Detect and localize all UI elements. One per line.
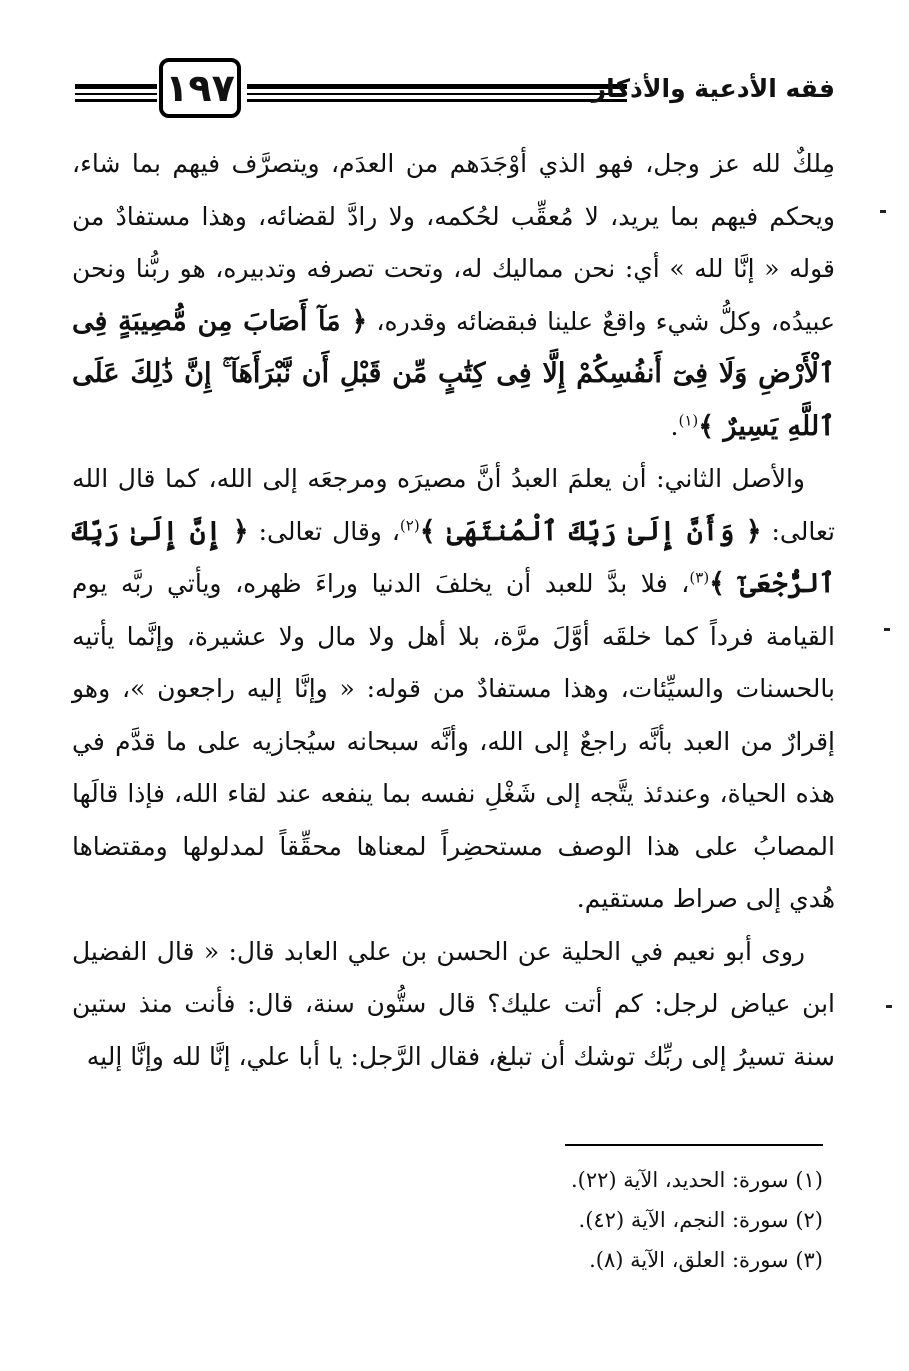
footnote-ref: (١)	[678, 411, 699, 430]
footnote-ref: (٣)	[689, 568, 710, 587]
footnote-divider	[565, 1144, 823, 1146]
margin-mark	[886, 1005, 892, 1008]
header-rule	[75, 84, 157, 89]
book-title: فقه الأدعية والأذكار	[591, 74, 835, 103]
header-rule	[75, 93, 157, 95]
quran-verse: ﴿ إِنَّ إِلَىٰ رَبِّكَ ٱلرُّجْعَىٰٓ ﴾	[72, 515, 835, 599]
footnotes	[400, 1160, 823, 1280]
header-rule	[247, 93, 627, 95]
footnote-ref: (٢)	[399, 516, 420, 535]
quran-verse: ﴿ وَأَنَّ إِلَىٰ رَبِّكَ ٱلْمُنتَهَىٰ ﴾	[419, 515, 762, 547]
paragraph-text: .	[670, 411, 679, 441]
footnote-3: (٣) سورة: العلق، الآية (٨).	[589, 1248, 823, 1272]
paragraph-text: ، وقال تعالى:	[258, 516, 400, 546]
paragraph-2	[72, 453, 835, 926]
paragraph-text: روى أبو نعيم في الحلية عن الحسن بن علي العابد قال: « قال الفضيل ابن عياض لرجل: كم أتت عليك؟ قال ستُّون سنة، قال: فأنت منذ ستين سنة تسيرُ إلى ربِّك توشك أن تبلغ، فقال الرَّجل: يا أبا علي، إنَّا لله وإنَّا إليه	[72, 936, 835, 1071]
footnote-2: (٢) سورة: النجم، الآية (٤٢).	[578, 1208, 823, 1232]
paragraph-text: والأصل الثاني: أن يعلمَ العبدُ أنَّ مصيرَه ومرجعَه إلى الله، كما قال الله تعالى:	[72, 464, 836, 546]
page-number: ١٩٧	[159, 58, 241, 118]
header-rule	[247, 84, 627, 89]
page-header	[75, 58, 835, 128]
paragraph-text: مِلكٌ لله عز وجل، فهو الذي أوْجَدَهم من العدَم، ويتصرَّف فيهم بما شاء، ويحكم فيهم بما يريد، لا مُعقِّب لحُكمه، ولا رادَّ لقضائه، وهذا مستفادٌ من قوله « إنَّا لله » أي: نحن مماليك له، وتحت تصرفه وتدبيره، هو ربُّنا ونحن عبيدُه، وكلُّ شيء واقعٌ علينا فبقضائه وقدره،	[72, 149, 836, 336]
quran-verse: ﴿ مَآ أَصَابَ مِن مُّصِيبَةٍ فِى ٱلْأَرْضِ وَلَا فِىٓ أَنفُسِكُمْ إِلَّا فِى كِتَٰبٍ مِّن قَبْلِ أَن نَّبْرَأَهَآ ۚ إِنَّ ذَٰلِكَ عَلَى ٱللَّهِ يَسِيرٌ ﴾	[72, 305, 835, 442]
header-rule	[75, 99, 157, 102]
paragraph-text: ، فلا بدَّ للعبد أن يخلفَ الدنيا وراءَ ظهره، ويأتي ربَّه يوم القيامة فرداً كما خلقَه أوَّلَ مرَّة، بلا أهل ولا مال ولا عشيرة، وإنَّما يأتيه بالحسنات والسيِّئات، وهذا مستفادٌ من قوله: « وإنَّا إليه راجعون »، وهو إقرارٌ من العبد بأنَّه راجعٌ إلى الله، وأنَّه سبحانه سيُجازيه على ما قدَّم في هذه الحياة، وعندئذ يتَّجه إلى شَغْلِ نفسه بما ينفعه عند لقاء الله، فإذا قالَها المصابُ على هذا الوصف مستحضِراً لمعناها محقِّقاً لمدلولها ومقتضاها هُدي إلى صراط مستقيم.	[72, 569, 835, 913]
main-text	[72, 138, 835, 1083]
header-rule	[247, 99, 627, 102]
footnote-1: (١) سورة: الحديد، الآية (٢٢).	[570, 1168, 823, 1192]
paragraph-1	[72, 138, 835, 453]
margin-mark	[884, 628, 890, 631]
paragraph-3	[72, 926, 835, 1084]
margin-mark	[880, 210, 886, 213]
